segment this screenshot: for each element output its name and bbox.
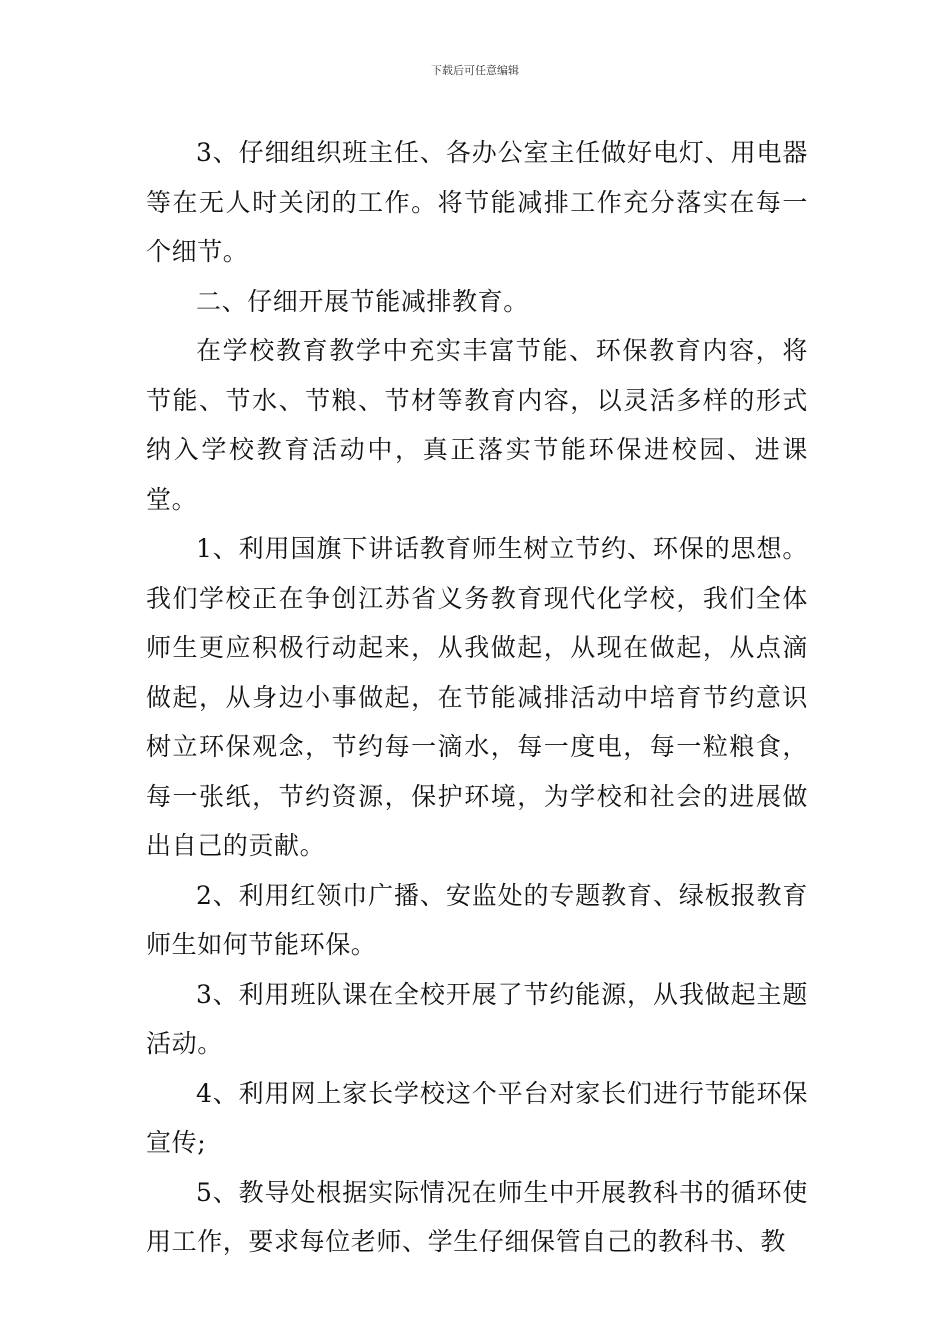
page-header-note: 下载后可任意编辑 — [431, 64, 519, 77]
paragraph-item-3-class-activity: 3、利用班队课在全校开展了节约能源，从我做起主题活动。 — [146, 979, 808, 1058]
paragraph-item-4-parent-school: 4、利用网上家长学校这个平台对家长们进行节能环保宣传; — [146, 1078, 808, 1157]
paragraph-item-3-lights: 3、仔细组织班主任、各办公室主任做好电灯、用电器等在无人时关闭的工作。将节能减排工作充分落实在每一个细节。 — [146, 138, 808, 266]
paragraph-item-2-broadcast: 2、利用红领巾广播、安监处的专题教育、绿板报教育师生如何节能环保。 — [146, 880, 808, 959]
paragraph-education-content: 在学校教育教学中充实丰富节能、环保教育内容，将节能、节水、节粮、节材等教育内容，以灵活多样的形式纳入学校教育活动中，真正落实节能环保进校园、进课堂。 — [146, 336, 808, 514]
paragraph-item-1-flag-speech: 1、利用国旗下讲话教育师生树立节约、环保的思想。我们学校正在争创江苏省义务教育现代化学校，我们全体师生更应积极行动起来，从我做起，从现在做起，从点滴做起，从身边小事做起，在节能减排活动中培育节约意识树立环保观念，节约每一滴水，每一度电，每一粒粮食，每一张纸，节约资源，保护环境，为学校和社会的进展做出自己的贡献。 — [146, 534, 808, 860]
section-heading-education: 二、仔细开展节能减排教育。 — [196, 286, 529, 316]
paragraph-item-5-textbooks: 5、教导处根据实际情况在师生中开展教科书的循环使用工作，要求每位老师、学生仔细保管自己的教科书、教 — [146, 1177, 808, 1256]
document-body — [146, 128, 808, 1267]
